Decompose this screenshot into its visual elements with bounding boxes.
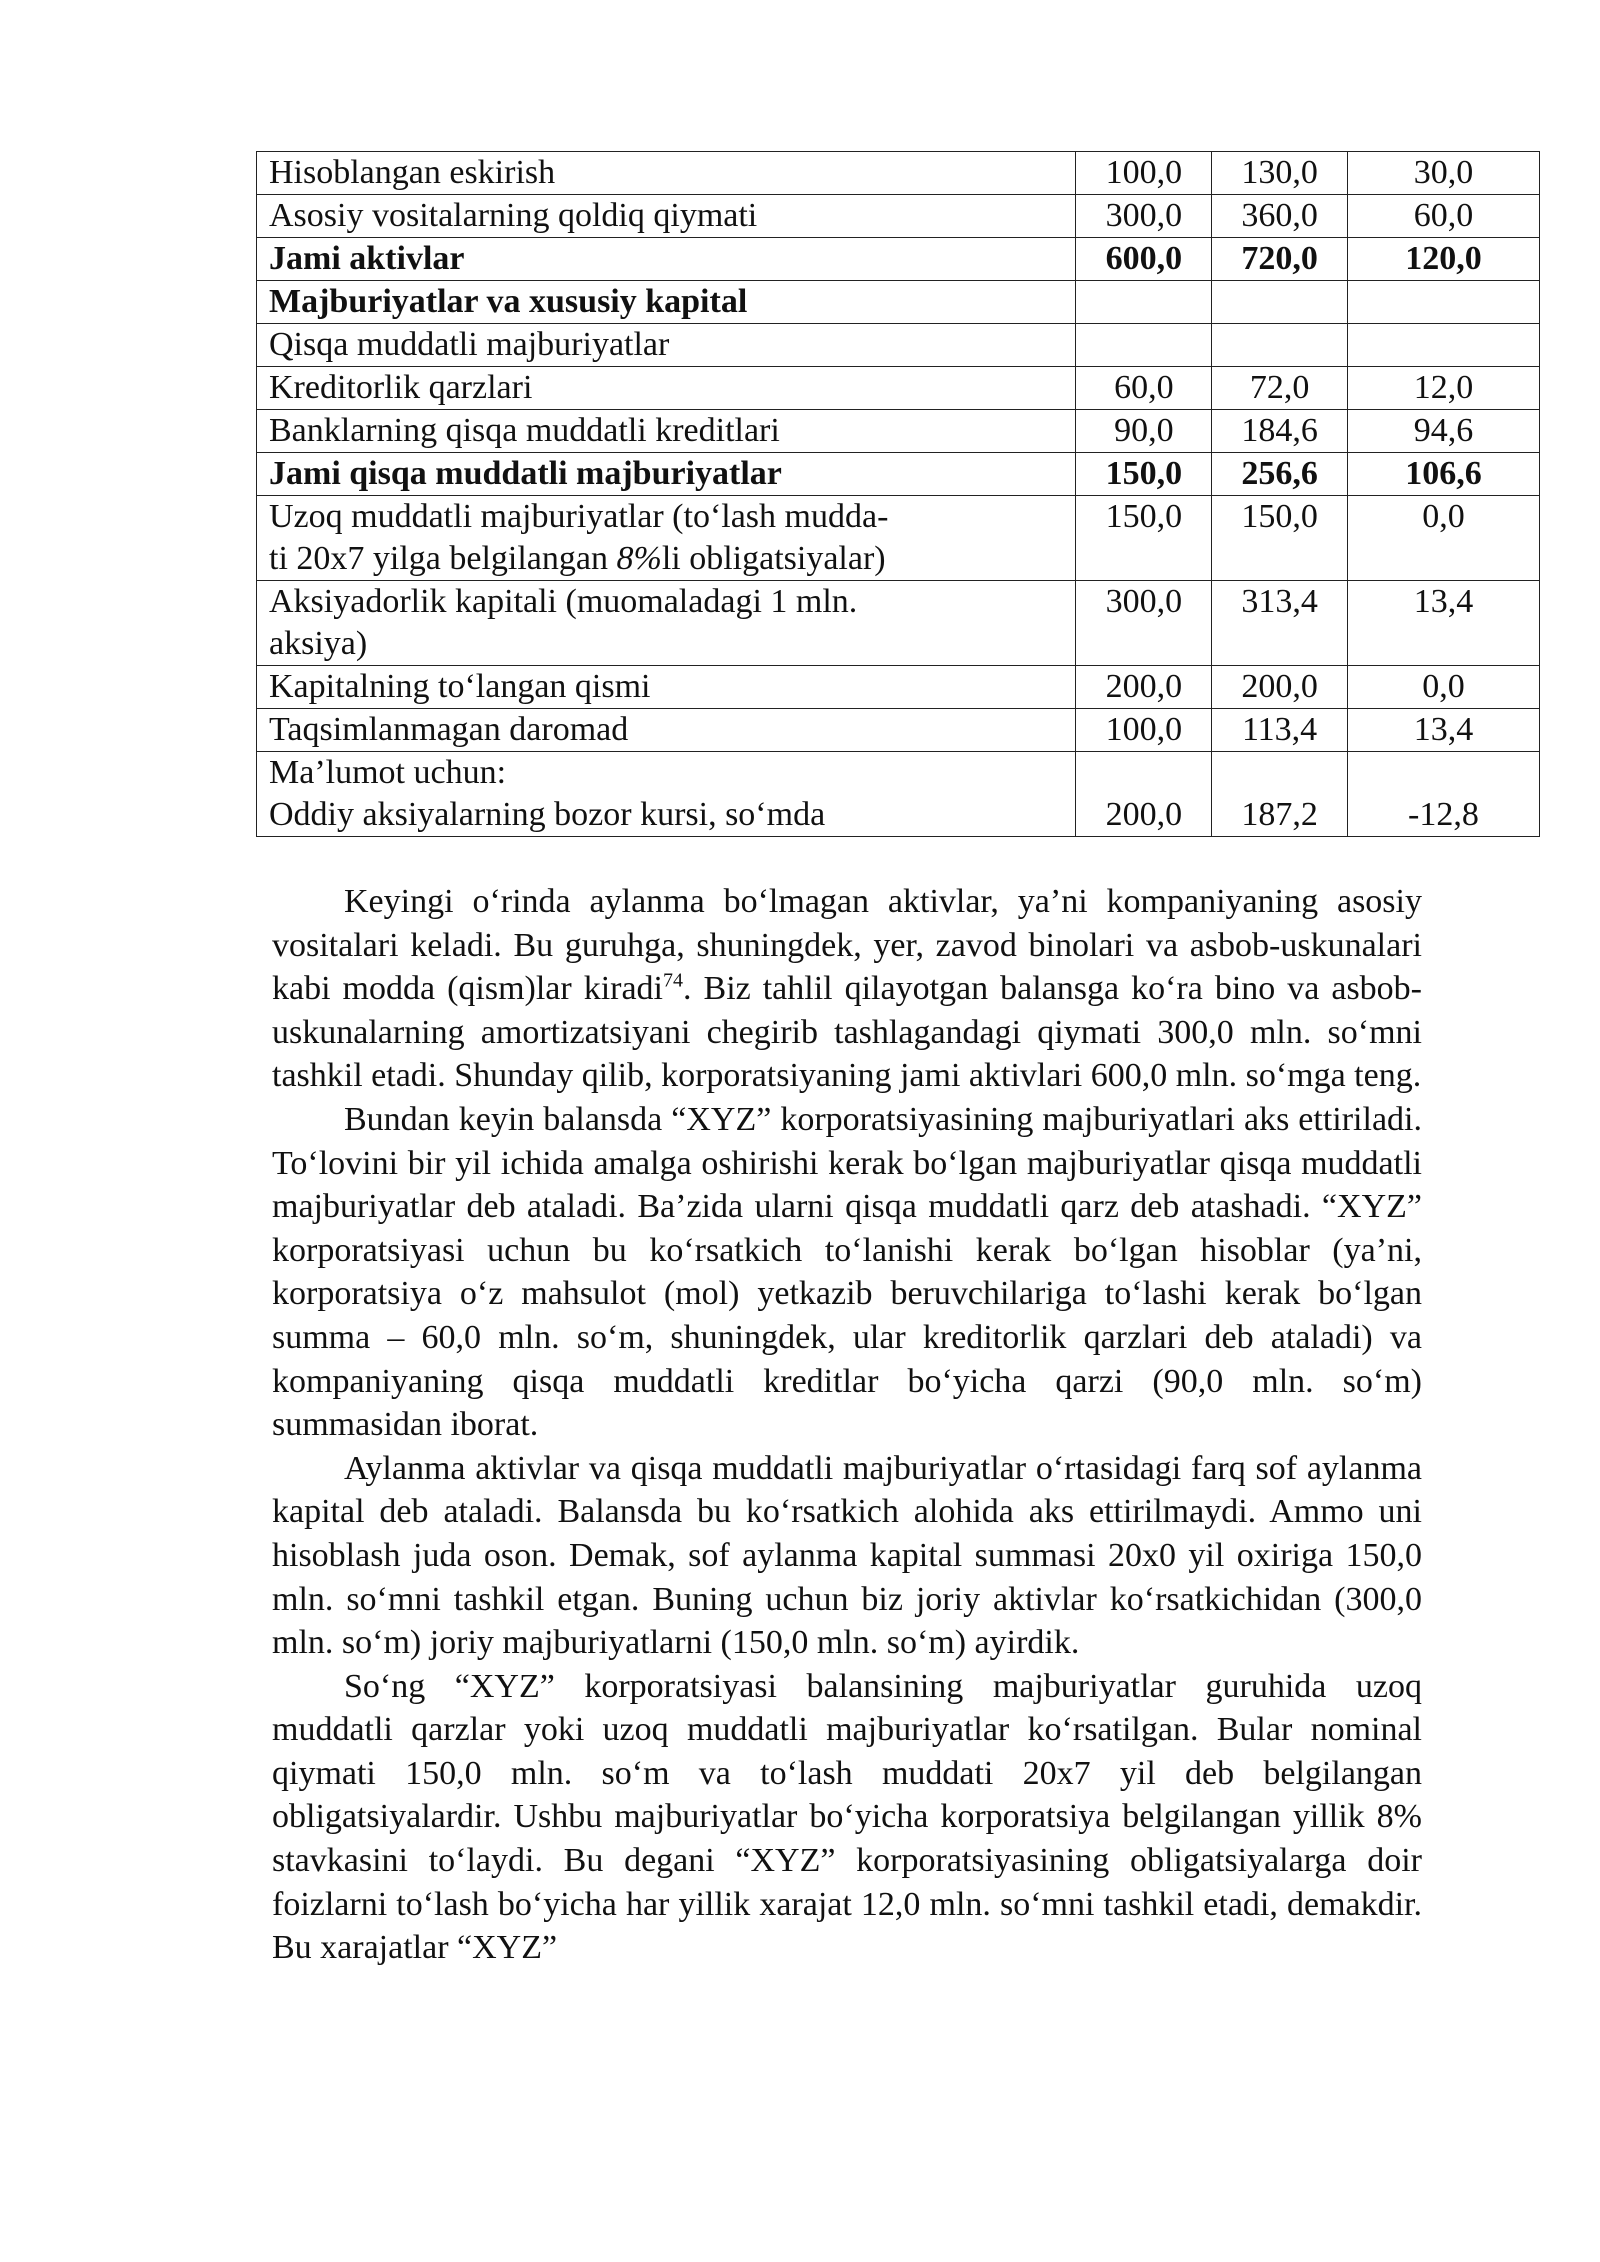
table-row: [257, 752, 1540, 837]
value-cell: 90,0: [1076, 410, 1212, 453]
table-row: [257, 581, 1540, 666]
row-label: [257, 496, 1076, 581]
paragraph: So‘ng “XYZ” korporatsiyasi balansining majburiyatlar guruhida uzoq muddatli qarzlar yoki uzoq muddatli majburiyatlar ko‘rsatilgan. Bular nominal qiymati 150,0 mln. so‘m va to‘lash muddati 20x7 yil deb belgilangan obligatsiyalardir. Ushbu majburiyatlar bo‘yicha korporatsiya belgilangan yillik 8% stavkasini to‘laydi. Bu degani “XYZ” korporatsiyasining obligatsiyalarga doir foizlarni to‘lash bo‘yicha har yillik xarajat 12,0 mln. so‘mni tashkil etadi, demakdir. Bu xarajatlar “XYZ”: [272, 1667, 1422, 1967]
table-row: [257, 324, 1540, 367]
value-cell: 0,0: [1347, 496, 1539, 581]
row-label-line: li obligatsiyalar): [661, 540, 886, 577]
body-text: [272, 880, 1422, 1970]
row-label: Jami qisqa muddatli majburiyatlar: [257, 453, 1076, 496]
value-cell: 72,0: [1212, 367, 1348, 410]
value-cell: 100,0: [1076, 152, 1212, 195]
footnote-ref[interactable]: 74: [663, 969, 684, 992]
row-label-line: Ma’lumot uchun:: [269, 754, 507, 791]
row-label-line: Uzoq muddatli majburiyatlar (to‘lash mudda-: [269, 498, 889, 535]
value-cell: 100,0: [1076, 709, 1212, 752]
value-cell: 12,0: [1347, 367, 1539, 410]
value-cell: 200,0: [1076, 666, 1212, 709]
value-cell: 300,0: [1076, 195, 1212, 238]
row-label: Taqsimlanmagan daromad: [257, 709, 1076, 752]
table-row: [257, 410, 1540, 453]
row-label-line: Aksiyadorlik kapitali (muomaladagi 1 mln.: [269, 583, 858, 620]
paragraph-text: . Biz tahlil qilayotgan balansga ko‘ra bino va asbob- uskunalarning amortizatsiyani chegirib tashlagandagi qiymati 300,0 mln. so‘mni tashkil etadi. Shunday qilib, korporatsiyaning jami aktivlari 600,0 mln. so‘mga teng.: [272, 970, 1422, 1095]
value-cell: [1347, 281, 1539, 324]
row-label-line: ti 20x7 yilga belgilangan: [269, 540, 617, 577]
value-cell: 13,4: [1347, 581, 1539, 666]
table-row-section-header: [257, 281, 1540, 324]
value-cell: [1347, 324, 1539, 367]
row-label: Kapitalning to‘langan qismi: [257, 666, 1076, 709]
table-row: [257, 152, 1540, 195]
table-row-total: [257, 453, 1540, 496]
value-cell: 184,6: [1212, 410, 1348, 453]
row-label: Hisoblangan eskirish: [257, 152, 1076, 195]
value-cell: 60,0: [1347, 195, 1539, 238]
value-cell: [1212, 324, 1348, 367]
value-cell: 313,4: [1212, 581, 1348, 666]
row-label: [257, 752, 1076, 837]
paragraph: Aylanma aktivlar va qisqa muddatli majburiyatlar o‘rtasidagi farq sof aylanma kapital deb ataladi. Balansda bu ko‘rsatkich alohida aks ettirilmaydi. Ammo uni hisoblash juda oson. Demak, sof aylanma kapital summasi 20x0 yil oxiriga 150,0 mln. so‘mni tashkil etgan. Buning uchun biz joriy aktivlar ko‘rsatkichidan (300,0 mln. so‘m) joriy majburiyatlarni (150,0 mln. so‘m) ayirdik.: [272, 1449, 1422, 1662]
value-cell: 150,0: [1076, 453, 1212, 496]
row-label: Qisqa muddatli majburiyatlar: [257, 324, 1076, 367]
row-label-line: Oddiy aksiyalarning bozor kursi, so‘mda: [269, 796, 826, 833]
row-label: Majburiyatlar va xususiy kapital: [257, 281, 1076, 324]
table-row: [257, 666, 1540, 709]
value-cell: 94,6: [1347, 410, 1539, 453]
table-row-total: [257, 238, 1540, 281]
value-cell: 13,4: [1347, 709, 1539, 752]
table-row: [257, 496, 1540, 581]
table-row: [257, 367, 1540, 410]
value-cell: 200,0: [1076, 752, 1212, 837]
value-cell: 150,0: [1212, 496, 1348, 581]
balance-table: [256, 151, 1540, 837]
value-cell: 200,0: [1212, 666, 1348, 709]
value-cell: 150,0: [1076, 496, 1212, 581]
table-row: [257, 709, 1540, 752]
value-cell: 60,0: [1076, 367, 1212, 410]
row-label: Banklarning qisqa muddatli kreditlari: [257, 410, 1076, 453]
value-cell: 300,0: [1076, 581, 1212, 666]
value-cell: 256,6: [1212, 453, 1348, 496]
value-cell: -12,8: [1347, 752, 1539, 837]
row-label: Kreditorlik qarzlari: [257, 367, 1076, 410]
row-label: Asosiy vositalarning qoldiq qiymati: [257, 195, 1076, 238]
value-cell: 187,2: [1212, 752, 1348, 837]
value-cell: 720,0: [1212, 238, 1348, 281]
paragraph: [272, 880, 1422, 1098]
value-cell: 106,6: [1347, 453, 1539, 496]
row-label: Jami aktivlar: [257, 238, 1076, 281]
row-label-line: aksiya): [269, 625, 368, 662]
value-cell: [1076, 281, 1212, 324]
value-cell: [1212, 281, 1348, 324]
value-cell: 113,4: [1212, 709, 1348, 752]
value-cell: 120,0: [1347, 238, 1539, 281]
paragraph-text: Keyingi o‘rinda aylanma bo‘lmagan aktivlar, ya’ni kompaniyaning asosiy vositalari keladi. Bu guruhga, shuningdek, yer, zavod binolari va asbob-uskunalari kabi modda (qism)lar kiradi: [272, 883, 1422, 1008]
value-cell: 130,0: [1212, 152, 1348, 195]
row-label: [257, 581, 1076, 666]
value-cell: 0,0: [1347, 666, 1539, 709]
value-cell: 30,0: [1347, 152, 1539, 195]
paragraph: Bundan keyin balansda “XYZ” korporatsiyasining majburiyatlari aks ettiriladi. To‘lovini bir yil ichida amalga oshirishi kerak bo‘lgan majburiyatlar qisqa muddatli majburiyatlar deb ataladi. Ba’zida ularni qisqa muddatli qarz deb atashadi. “XYZ” korporatsiyasi uchun bu ko‘rsatkich to‘lanishi kerak bo‘lgan hisoblar (ya’ni, korporatsiya o‘z mahsulot (mol) yetkazib beruvchilariga to‘lashi kerak bo‘lgan summa – 60,0 mln. so‘m, shuningdek, ular kreditorlik qarzlari deb ataladi) va kompaniyaning qisqa muddatli kreditlar bo‘yicha qarzi (90,0 mln. so‘m) summasidan iborat.: [272, 1100, 1422, 1444]
value-cell: 360,0: [1212, 195, 1348, 238]
value-cell: 600,0: [1076, 238, 1212, 281]
row-label-emphasis: 8%: [616, 540, 662, 577]
value-cell: [1076, 324, 1212, 367]
table-row: [257, 195, 1540, 238]
